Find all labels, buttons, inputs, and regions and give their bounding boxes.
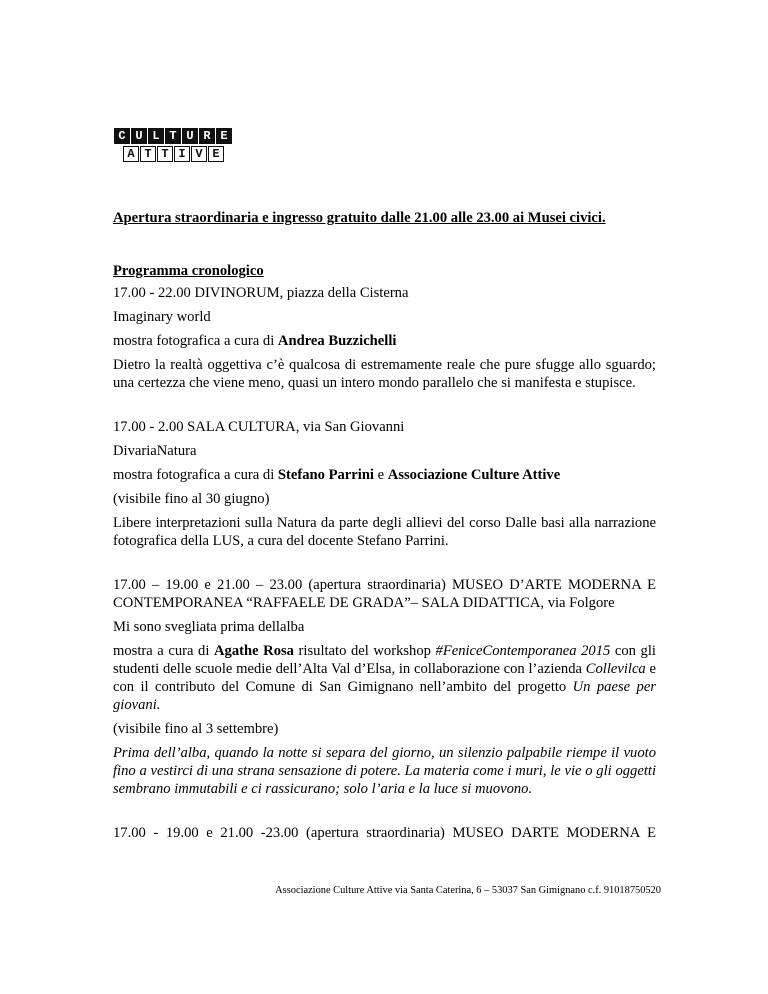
event3-time-place: 17.00 – 19.00 e 21.00 – 23.00 (apertura straordinaria) MUSEO D’ARTE MODERNA E CONTEMPORANEA “RAFFAELE DE GRADA”– SALA DIDATTICA, via Folgore — [113, 577, 656, 611]
event2-visibility: (visibile fino al 30 giugno) — [113, 491, 270, 507]
logo-letter: T — [157, 146, 173, 162]
logo-letter: U — [182, 128, 198, 144]
event2-title: DivariaNatura — [113, 443, 197, 459]
event3-workshop: #FeniceContemporanea 2015 — [435, 643, 611, 659]
logo-row-attive — [123, 146, 232, 164]
event2-curator2: Associazione Culture Attive — [387, 467, 561, 483]
program-title: Programma cronologico — [113, 263, 264, 279]
event3-title: Mi sono svegliata prima dellalba — [113, 619, 305, 635]
logo-letter: A — [123, 146, 139, 162]
curator-prefix: mostra fotografica a cura di — [113, 467, 278, 483]
event1-time-place: 17.00 - 22.00 DIVINORUM, piazza della Cisterna — [113, 285, 409, 301]
conjunction: e — [374, 467, 388, 483]
text-fragment: mostra a cura di — [113, 643, 214, 659]
event1-description: Dietro la realtà oggettiva c’è qualcosa di estremamente reale che pure sfugge allo sguardo; una certezza che viene meno, quasi un intero mondo parallelo che si manifesta e stupisce. — [113, 357, 656, 391]
event3-curator: Agathe Rosa — [213, 643, 294, 659]
event4-time-place: 17.00 - 19.00 e 21.00 -23.00 (apertura straordinaria) MUSEO DARTE MODERNA E — [113, 825, 656, 841]
event2-curator-line — [113, 466, 656, 484]
event3-visibility: (visibile fino al 3 settembre) — [113, 721, 279, 737]
event2-description: Libere interpretazioni sulla Natura da parte degli allievi del corso Dalle basi alla narrazione fotografica della LUS, a cura del docente Stefano Parrini. — [113, 515, 656, 549]
event3-details — [113, 642, 656, 714]
event1-title: Imaginary world — [113, 309, 211, 325]
event2-time-place: 17.00 - 2.00 SALA CULTURA, via San Giovanni — [113, 419, 405, 435]
logo-letter: L — [148, 128, 164, 144]
logo-letter: T — [140, 146, 156, 162]
logo-letter: V — [191, 146, 207, 162]
logo-letter: T — [165, 128, 181, 144]
logo-letter: I — [174, 146, 190, 162]
text-fragment: e con il contributo del Comune di San Gimignano nell’ambito del progetto — [113, 661, 656, 695]
curator-prefix: mostra fotografica a cura di — [113, 333, 278, 349]
footer-address: Associazione Culture Attive via Santa Caterina, 6 – 53037 San Gimignano c.f. 91018750520 — [275, 885, 661, 896]
logo-letter: U — [131, 128, 147, 144]
text-fragment: risultato del workshop — [293, 643, 436, 659]
culture-attive-logo — [114, 128, 232, 164]
event3-description: Prima dell’alba, quando la notte si separa del giorno, un silenzio palpabile riempe il vuoto fino a vestirci di una strana sensazione di potere. La materia come i muri, le vie o gli oggetti sembrano immutabili e ci rassicurano; solo l’aria e la luce si muovono. — [113, 745, 656, 797]
event2-curator1: Stefano Parrini — [277, 467, 374, 483]
document-body — [113, 209, 656, 842]
event3-company: Collevilca — [585, 661, 646, 677]
logo-letter: E — [216, 128, 232, 144]
event1-curator-line — [113, 332, 656, 350]
logo-letter: C — [114, 128, 130, 144]
event1-curator: Andrea Buzzichelli — [277, 333, 397, 349]
headline: Apertura straordinaria e ingresso gratuito dalle 21.00 alle 23.00 ai Musei civici. — [113, 210, 606, 226]
text-fragment: con gli studenti delle scuole medie dell’Alta Val d’Elsa, in collaborazione con l’azienda — [113, 643, 656, 677]
logo-letter: E — [208, 146, 224, 162]
event3-project: Un paese per giovani. — [113, 679, 656, 713]
logo-row-culture — [114, 128, 232, 146]
logo-letter: R — [199, 128, 215, 144]
